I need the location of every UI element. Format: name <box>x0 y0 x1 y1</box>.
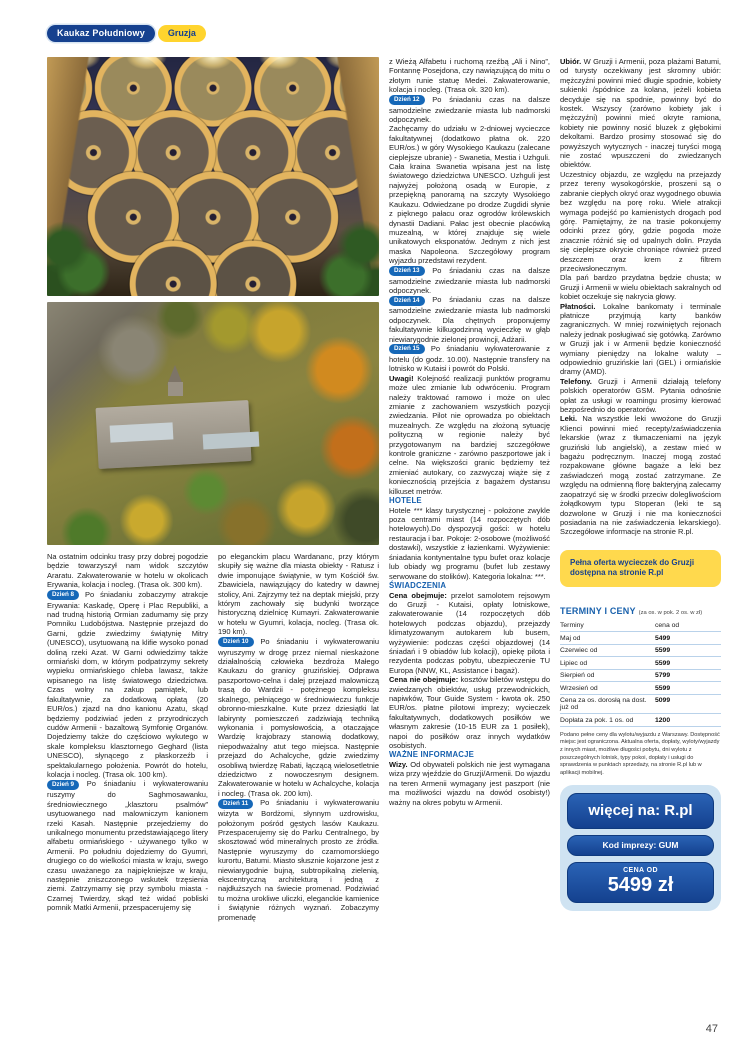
price-table-term: Dopłata za pok. 1 os. od <box>560 716 634 724</box>
photo-geghard-monastery <box>47 302 379 545</box>
itinerary-paragraph: Dzień 8 Po śniadaniu zobaczymy atrakcje Erywania: Kaskadę, Operę i Plac Republiki, a nad trudną historią Ormian zadumamy się przy Pomniku Ludobójstwa. Następnie przejazd do Garni, gdzie zwiedzimy świątynię Mitry (UNESCO), usytuowaną na klifie wysoko ponad doliną rzeki Azat. W Garni odwiedzimy także ormiański dom, w którym podpatrzymy sekrety wypieku ormiańskiego chleba lawasz, także wpisanego na listę światowego dziedzictwa. Czas wolny na zakup pamiątek, lub fakultatywnie, za dodatkową opłatą (20 EUR/os.) zjazd na dno kanionu Azatu, skąd będziemy podziwiać jeden z przyrodniczych cudów Armenii - bazaltową Symfonię Organów. Dojedziemy także do częściowo wykutego w skale kompleksu klasztornego Geghard (lista UNESCO), słynącego z płaskorzeźb i spektakularnego położenia. Powrót do hotelu, kolacja i nocleg. (Trasa ok. 100 km). <box>47 589 208 779</box>
body-paragraph: Ubiór. W Gruzji i Armenii, poza plażami Batumi, od turysty oczekiwany jest skromny ubiór: mężczyźni powinni mieć długie spodnie, kobiety sukienki /spódnice za kolana, jeżeli kobieta decyduje się na spodnie, powinny być do kostek. Wszyscy (zarówno kobiety jak i mężczyźni) powinni mieć okryte ramiona, kobiety nie powinny nosić bluzek z głębokimi dekoltami. Bardzo prosimy stosować się do powyższych wytycznych - inaczej turyści mogą nie zostać wpuszczeni do zwiedzanych obiektów. <box>560 57 721 170</box>
monastery-roof <box>110 422 174 442</box>
price-table-title-row <box>560 606 721 616</box>
body-paragraph: Dla pań bardzo przydatna będzie chusta; w Gruzji i Armenii w wielu obiektach sakralnych od kobiet oczekuje się nakrycia głowy. <box>560 273 721 302</box>
price-table-row <box>560 632 721 645</box>
price-table-row <box>560 695 721 715</box>
itinerary-paragraph: Dzień 11 Po śniadaniu i wykwaterowaniu wizyta w Bordżomi, słynnym uzdrowisku, położonym pośród gęstych lasów Kaukazu. Przespacerujemy się do Parku Centralnego, by skosztować wód mineralnych prosto ze źródła. Następnie wyruszymy do czarnomorskiego kurortu, Batumi. Miasto słusznie kojarzone jest z niewiarygodnie bujną, subtropikalną zielenią, ekscentryczną architekturą i jedną z najdłuższych na świecie promenad. Podziwiać tu można urokliwe uliczki, eleganckie kamienice i świątynie różnych wyznań. Zobaczymy promenadę <box>218 798 379 922</box>
price-table-row <box>560 670 721 683</box>
paragraph-lead: Cena nie obejmuje: <box>389 675 461 685</box>
price-from-label: CENA OD <box>623 867 658 875</box>
price-table-row <box>560 657 721 670</box>
text-column-2 <box>218 552 379 922</box>
body-paragraph: po eleganckim placu Wardananc, przy którym skupiły się ważne dla miasta obiekty - Ratusz i dwie imponujące świątynie, w tym Kościół św. Zbawiciela, nawiązujący do katedry w dawnej stolicy, Ani. Zajrzymy też na deptak miejski, przy którym zachowały się budynki tworzące historyczną dzielnicę Kumayri. Zakwaterowanie w hotelu w Gyumri, kolacja, nocleg. (Trasa ok. 190 km). <box>218 552 379 637</box>
price-table-title-suffix: (za os. w pok. 2 os. w zł) <box>638 609 703 616</box>
body-paragraph: Hotele *** klasy turystycznej - położone zwykle poza centrami miast (14 rozpoczętych dób hotelowych).Do dyspozycji gości: w hotelu restauracja i bar. Pokoje: 2-osobowe (możliwość dostawki), wszystkie z łazienkami. Wyżywienie: śniadania kontynentalne typu bufet oraz kolacje lub obiady wg programu (bufet lub zestawy serwowane do stolików). Kategoria lokalna: ***. <box>389 505 550 581</box>
price-table-term: Czerwiec od <box>560 647 598 655</box>
price-table-header-row <box>560 620 721 633</box>
price-table-title: TERMINY I CENY <box>560 605 636 616</box>
day-badge: Dzień 14 <box>389 296 425 306</box>
text-column-3 <box>389 57 550 922</box>
price-table-price: 1200 <box>655 716 671 724</box>
price-table-term: Maj od <box>560 634 581 642</box>
trip-code-button[interactable]: Kod imprezy: GUM <box>567 835 714 856</box>
body-paragraph: Cena nie obejmuje: kosztów biletów wstępu do zwiedzanych obiektów, usług przewodnickich, napiwków, Tour Guide System - kwota ok. 250 EUR/os. płatne pilotowi imprezy; wycieczek fakultatywnych, dodatkowych posiłków we własnym zakresie (10-15 EUR za 1 posiłek), napoi do posiłków oraz innych wydatków osobistych. <box>389 675 550 750</box>
day-badge: Dzień 10 <box>218 637 254 647</box>
section-heading: WAŻNE INFORMACJE <box>389 750 475 760</box>
itinerary-paragraph: Dzień 12 Po śniadaniu czas na dalsze samodzielne zwiedzanie miasta lub nadmorski odpoczynek. <box>389 94 550 125</box>
left-block <box>47 57 379 922</box>
price-from-button[interactable] <box>567 862 714 903</box>
price-table-footnote: Podano pełne ceny dla wylotu/wyjazdu z Warszawy. Dostępność miejsc jest ograniczona. Aktualna oferta, dopłaty, wyloty/wyjazdy z innych miast, możliwe długości pobytu, dni wylotu z poszczególnych lotnisk, typy pokoi, dopłaty i usługi do sprawdzenia w punktach sprzedaży, na stronie R.pl lub w aplikacji mobilnej. <box>560 731 720 776</box>
body-paragraph: Leki. Na wszystkie leki wwożone do Gruzji Klienci powinni mieć recepty/zaświadczenia lekarskie (wraz z tłumaczeniami na język gruziński lub angielski), a zestaw mieć w bagażu podręcznym. Inaczej mogą zostać rozpakowane główne bagaże a leki bez zaświadczeń mogą zostać zatrzymane. Ze względu na odmienną florę bakteryjną zalecamy zaopatrzyć się w środki przeciw dolegliwościom żołądkowym typu Stoperan (leki te są dozwolone w Gruzji i nie ma konieczności posiadania na nie zaświadczenia lekarskiego). Szczegółowe informacje na stronie R.pl. <box>560 414 721 537</box>
body-paragraph: Wizy. Od obywateli polskich nie jest wymagana wiza przy wjeździe do Gruzji/Armenii. Do wjazdu na teren Armenii wymagany jest paszport (nie ma możliwości wjazdu na dowód osobisty!) ważny na okres pobytu w Armenii. <box>389 760 550 807</box>
price-from-value: 5499 zł <box>607 874 674 897</box>
body-paragraph: z Wieżą Alfabetu i ruchomą rzeźbą „Ali i Nino”, Fontannę Posejdona, czy nawiązującą do mitu o złotym runie statuę Medei. Zakwaterowanie, kolacja i nocleg. (Trasa ok. 320 km). <box>389 57 550 95</box>
itinerary-paragraph: Dzień 9 Po śniadaniu i wykwaterowaniu ruszymy do Saghmosawanku, średniowiecznego „klasztoru psalmów” usytuowanego nad malowniczym kanionem rzeki Kasah. Następnie przejedziemy do unikalnego monumentu przedstawiającego litery alfabetu ormiańskiego - używanego tylko w Armenii. Po południu dojedziemy do Gyumri, drugiego co do wielkości miasta w kraju, swego czasu uważanego za najpiękniejsze w kraju, następnie zniszczonego wskutek trzęsienia ziemi. Zatrzymamy się przy symbolu miasta - Czarnej Twierdzy, skąd też widać pobliski pomnik Matki Armenii, przespacerujemy się <box>47 779 208 913</box>
photo-cascade-fountain <box>47 57 379 296</box>
price-table-term: Cena za os. dorosłą na dost. już od <box>560 697 647 712</box>
price-table-price: 5499 <box>655 634 671 642</box>
content-columns <box>47 57 721 922</box>
day-badge: Dzień 11 <box>218 799 253 809</box>
itinerary-paragraph: Dzień 15 Po śniadaniu wykwaterowanie z hotelu (do godz. 10.00). Następnie transfery na lotnisko w Kutaisi i powrót do Polski. <box>389 343 550 374</box>
day-badge: Dzień 9 <box>47 780 79 790</box>
day-badge: Dzień 13 <box>389 266 425 276</box>
sidebar-info-blocks <box>560 57 721 537</box>
paragraph-lead: Leki. <box>560 414 583 424</box>
price-table-price: 5599 <box>655 659 671 667</box>
price-table-header-terms: Terminy <box>560 622 584 630</box>
header-tags <box>47 25 716 42</box>
itinerary-paragraph: Dzień 14 Po śniadaniu czas na dalsze samodzielne zwiedzanie miasta lub nadmorski odpoczynek. Dla chętnych proponujemy fakultatywnie kilkugodzinną wycieczkę w głąb niewiarygodnie zielonej prowincji, Adżarii. <box>389 295 550 344</box>
itinerary-paragraph: Dzień 10 Po śniadaniu i wykwaterowaniu wyruszymy w drogę przez niemal nieskażone działalnością człowieka bezdroża Małego Kaukazu do granicy gruzińskiej. Odprawa paszportowo-celna i dalej przejazd malowniczą trasą do Wardzii - potężnego kompleksu skalnego, pełniącego w średniowieczu funkcje obronno-mieszkalne. Kute przez dziesiątki lat labirynty pomieszczeń zadziwiają techniką wykonania i pomysłowością, a otaczające Wardzię krajobrazy stanowią dodatkowy, niepodważalny atut tego miejsca. Następnie przejazd do Achalcyche, gdzie zwiedzimy osobliwą twierdzę Rabati, łączącą wielosetletnie dziedzictwo z nowoczesnym designem. Zakwaterowanie w hotelu w Achalcyche, kolacja i nocleg. (Trasa ok. 200 km). <box>218 636 379 798</box>
monastery-roof-2 <box>203 432 260 450</box>
price-table-price: 5599 <box>655 684 671 692</box>
price-table-header-price: cena od <box>655 622 680 630</box>
section-heading: HOTELE <box>389 496 422 506</box>
paragraph-lead: Cena obejmuje: <box>389 590 451 600</box>
body-paragraph: Uczestnicy objazdu, ze względu na przejazdy przez tereny wysokogórskie, proszeni są o zabranie ciepłych okryć oraz wygodnego obuwia bez względu na porę roku. Wiele atrakcji wymaga podejść po kamienistych drogach pod górę. Pamiętajmy, że na trasie pokonujemy odcinki przez góry, gdzie pogoda może znacznie różnić się od upalnych dolin. Przyda się cieplejsze okrycie chroniące również przed deszczem oraz krem z filtrem przeciwsłonecznym. <box>560 169 721 273</box>
price-table-row <box>560 682 721 695</box>
itinerary-paragraph: Dzień 13 Po śniadaniu czas na dalsze samodzielne zwiedzanie miasta lub nadmorski odpoczynek. <box>389 265 550 295</box>
price-table-row <box>560 645 721 658</box>
text-column-1 <box>47 552 208 922</box>
price-table-term: Lipiec od <box>560 659 588 667</box>
paragraph-lead: Ubiór. <box>560 57 584 66</box>
paragraph-lead: Uwagi! <box>389 373 418 383</box>
country-tag: Gruzja <box>158 25 206 42</box>
body-paragraph: Zachęcamy do udziału w 2-dniowej wycieczce fakultatywnej (dodatkowo płatna ok. 220 EUR/os.) w góry Wysokiego Kaukazu (zalecane cieplejsze ubranie) - Swanetia, Mestia i Uzhguli. Cała kraina Swanetia wpisana jest na listę światowego dziedzictwa UNESCO. Uzhguli jest najwyżej położoną osadą w Europie, z przepiękną panoramą na szczyty Wysokiego Kaukazu. Odwiedzane po drodze Zugdidi słynie z pięknego pałacu oraz ogrodów królewskich dynastii Dadiani. Pałac jest obecnie placówką muzealną, w której znajduje się wiele unikatowych eksponatów. Jednym z nich jest maska Napoleona. Szczegółowy program wyjazdu przedstawi rezydent. <box>389 124 550 266</box>
price-table-price: 5799 <box>655 672 671 680</box>
body-paragraph: Cena obejmuje: przelot samolotem rejsowym do Gruzji - Kutaisi, opłaty lotniskowe, zakwaterowanie (14 rozpoczętych dób hotelowych podczas objazdu), przejazdy klimatyzowanym autokarem lub busem, wyżywienie: podczas części objazdowej (14 śniadań i 9 obiadów lub kolacji), opiekę pilota i rezydenta podczas pobytu, ubezpieczenie TU Europa (NNW, KL, Assistance i bagaż). <box>389 590 550 675</box>
price-table-price: 5099 <box>655 697 671 705</box>
price-table-row <box>560 714 721 727</box>
price-table-term: Wrzesień od <box>560 684 598 692</box>
day-badge: Dzień 8 <box>47 590 79 600</box>
body-paragraph: Na ostatnim odcinku trasy przy dobrej pogodzie będzie towarzyszył nam widok szczytów Araratu. Zakwaterowanie w hotelu w okolicach Erywania, kolacja i nocleg. (Trasa ok. 300 km). <box>47 552 208 590</box>
paragraph-lead: Płatności. <box>560 301 603 311</box>
paragraph-lead: Wizy. <box>389 760 411 769</box>
promo-box: Pełna oferta wycieczek do Gruzji dostępna na stronie R.pl <box>560 550 721 587</box>
price-table-price: 5599 <box>655 647 671 655</box>
more-on-rpl-button[interactable]: więcej na: R.pl <box>567 793 714 829</box>
paragraph-lead: Telefony. <box>560 376 599 386</box>
sidebar-column <box>560 57 721 922</box>
body-paragraph: Telefony. Gruzji i Armenii działają telefony polskich operatorów GSM. Pytania odnośnie opłat za usługi w roamingu prosimy kierować bezpośrednio do operatorów. <box>560 376 721 415</box>
section-heading: ŚWIADCZENIA <box>389 580 447 590</box>
page-number: 47 <box>705 1023 718 1035</box>
region-tag: Kaukaz Południowy <box>47 25 155 42</box>
price-table-term: Sierpień od <box>560 672 595 680</box>
cta-panel <box>560 785 721 911</box>
day-badge: Dzień 12 <box>389 95 425 105</box>
body-paragraph: Uwagi! Kolejność realizacji punktów programu może ulec zmianie lub odwróceniu. Program należy traktować ramowo i może on ulec zmianie z zachowaniem wszystkich pozycji zwiedzania. Pilot nie oprowadza po obiektach muzealnych. Ze względu na złożoną sytuację polityczną w regionie należy być przygotowanym na bardziej szczegółowe kontrole graniczne - zarówno paszportowe jak i celne. Na większości granic będziemy też zmieniać autokary, co zazwyczaj wiąże się z koniecznością przejścia z bagażem dystansu kilkuset metrów. <box>389 373 551 496</box>
monastery-tower <box>168 382 183 396</box>
day-badge: Dzień 15 <box>389 344 425 354</box>
price-table-body <box>560 632 721 727</box>
body-paragraph: Płatności. Lokalne bankomaty i terminale płatnicze przyjmują karty banków zagranicznych. W mniej rozwiniętych rejonach należy jednak posługiwać się gotówką. Zarówno w Gruzji jak i w Armenii będzie konieczność wymiany pieniędzy na lokalne waluty – odpowiednio gruzińskie lari (GEL) i ormiańskie dramy (AMD). <box>560 301 721 377</box>
